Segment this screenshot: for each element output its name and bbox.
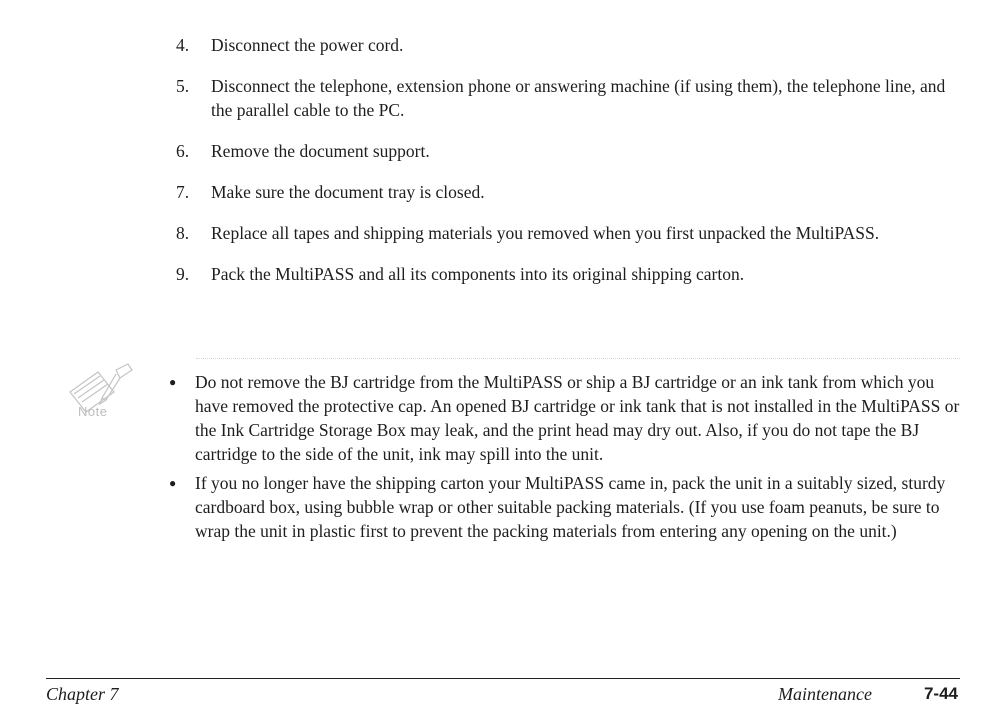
footer-section-title: Maintenance xyxy=(778,684,872,704)
page-footer xyxy=(46,684,958,708)
step-number: 8. xyxy=(176,223,190,243)
footer-rule xyxy=(46,678,960,679)
step-number: 4. xyxy=(176,35,190,55)
step-number: 5. xyxy=(176,76,190,96)
step-number: 7. xyxy=(176,182,190,202)
step-item xyxy=(176,262,956,286)
step-item xyxy=(176,139,956,163)
step-text: Remove the document support. xyxy=(211,141,430,161)
step-text: Pack the MultiPASS and all its components into its original shipping carton. xyxy=(211,264,745,284)
note-item xyxy=(163,370,963,466)
note-text: Do not remove the BJ cartridge from the MultiPASS or ship a BJ cartridge or an ink tank from which you have removed the protective cap. An opened BJ cartridge or ink tank that is not installed in the MultiPASS or the Ink Cartridge Storage Box may leak, and the print head may dry out. Also, if you do not tape the BJ cartridge to the side of the unit, ink may spill into the unit. xyxy=(195,372,960,464)
note-divider xyxy=(196,358,960,359)
step-text: Make sure the document tray is closed. xyxy=(211,182,485,202)
note-text: If you no longer have the shipping carton your MultiPASS came in, pack the unit in a suitably sized, sturdy cardboard box, using bubble wrap or other suitable packing materials. (If you use foam peanuts, be sure to wrap the unit in plastic first to prevent the packing materials from entering any opening on the unit.) xyxy=(195,473,946,541)
bullet-icon: ● xyxy=(169,476,177,490)
note-item xyxy=(163,471,963,543)
step-number: 9. xyxy=(176,264,190,284)
note-icon-label: Note xyxy=(78,404,108,419)
step-item xyxy=(176,221,956,245)
step-text: Replace all tapes and shipping materials you removed when you first unpacked the MultiPASS. xyxy=(211,223,880,243)
step-text: Disconnect the telephone, extension phone or answering machine (if using them), the telephone line, and the parallel cable to the PC. xyxy=(211,76,946,120)
note-list xyxy=(163,370,963,548)
step-item xyxy=(176,180,956,204)
bullet-icon: ● xyxy=(169,375,177,389)
step-number: 6. xyxy=(176,141,190,161)
step-item xyxy=(176,74,956,122)
procedure-steps xyxy=(176,33,956,303)
page-number: 7-44 xyxy=(923,684,958,703)
note-pencil-icon xyxy=(62,362,142,432)
step-item xyxy=(176,33,956,57)
footer-chapter: Chapter 7 xyxy=(46,684,119,704)
step-text: Disconnect the power cord. xyxy=(211,35,404,55)
